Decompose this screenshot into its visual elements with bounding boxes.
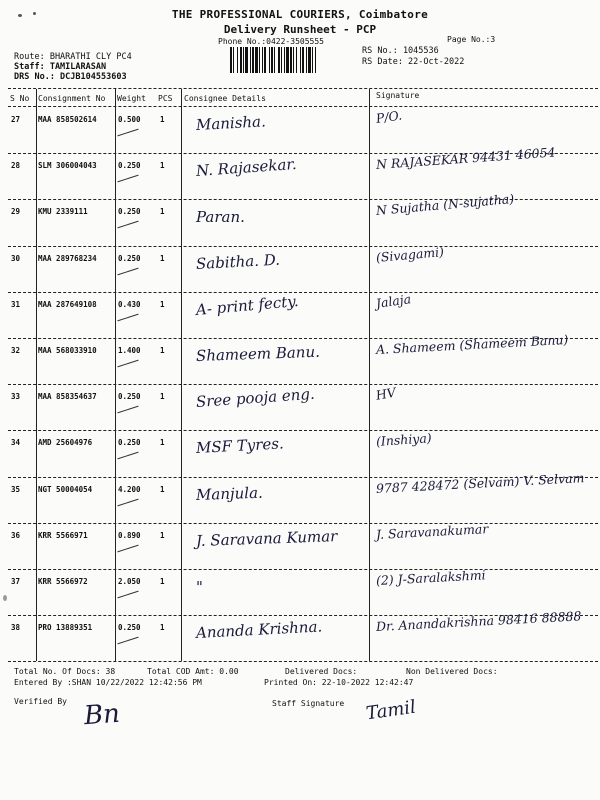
table-top-rule <box>8 88 598 89</box>
row-pcs: 1 <box>160 530 165 540</box>
barcode-bar <box>271 47 273 73</box>
row-weight: 4.200 <box>118 484 141 494</box>
barcode-bar <box>308 47 311 73</box>
column-divider <box>369 89 370 661</box>
staff-signature-label: Staff Signature <box>272 699 345 708</box>
barcode-bar <box>233 47 234 73</box>
row-pcs: 1 <box>160 115 165 124</box>
barcode-bar <box>315 47 316 73</box>
entered-by: Entered By :SHAN 10/22/2022 12:42:56 PM <box>14 678 202 687</box>
row-consignment-no: SLM 306004043 <box>38 161 97 171</box>
row-consignment-no: MAA 568033910 <box>38 346 97 355</box>
row-pcs: 1 <box>160 253 165 263</box>
weight-tick-mark <box>117 498 138 506</box>
row-consignment-no: MAA 287649108 <box>38 299 97 309</box>
row-signature: (2) J-Saralakshmi <box>375 567 486 588</box>
weight-tick-mark <box>117 221 138 229</box>
header-pcs: PCS <box>158 94 173 103</box>
barcode-bar <box>286 47 289 73</box>
barcode-bar <box>296 47 297 73</box>
weight-tick-mark <box>117 267 138 275</box>
barcode-bar <box>230 47 232 73</box>
barcode-bar <box>281 47 282 73</box>
weight-tick-mark <box>117 452 138 460</box>
barcode <box>230 47 356 73</box>
barcode-bar <box>264 47 266 73</box>
row-sno: 35 <box>11 484 21 494</box>
row-consignment-no: NGT 50004054 <box>38 484 93 494</box>
row-signature: (Inshiya) <box>375 430 433 450</box>
barcode-bar <box>269 47 270 73</box>
row-weight: 0.250 <box>118 253 141 263</box>
row-signature: HV <box>374 384 397 404</box>
row-consignee: Sabitha. D. <box>195 250 281 273</box>
printed-on: Printed On: 22-10-2022 12:42:47 <box>264 678 414 687</box>
row-consignee: Paran. <box>196 208 245 227</box>
row-pcs: 1 <box>160 484 165 494</box>
row-weight: 1.400 <box>118 346 141 355</box>
row-sno: 30 <box>11 253 21 263</box>
row-weight: 0.250 <box>118 392 141 402</box>
barcode-bar <box>290 47 292 73</box>
row-signature: N RAJASEKAR 94431 46054 <box>375 144 556 173</box>
row-weight: 0.250 <box>118 438 141 448</box>
weight-tick-mark <box>117 129 138 137</box>
weight-tick-mark <box>117 637 138 645</box>
row-consignee: J. Saravana Kumar <box>195 526 338 550</box>
header-consignment: Consignment No <box>38 94 106 103</box>
column-divider <box>181 89 182 661</box>
weight-tick-mark <box>117 591 138 599</box>
row-pcs: 1 <box>160 577 165 586</box>
row-consignment-no: AMD 25604976 <box>38 438 93 448</box>
row-pcs: 1 <box>160 161 165 171</box>
row-weight: 0.500 <box>118 115 141 124</box>
barcode-bar <box>250 47 251 73</box>
row-consignee: " <box>196 578 203 596</box>
weight-tick-mark <box>117 544 138 552</box>
row-consignee: A- print fecty. <box>195 291 300 319</box>
row-pcs: 1 <box>160 346 165 355</box>
barcode-bar <box>284 47 285 73</box>
row-consignee: Ananda Krishna. <box>195 617 323 643</box>
weight-tick-mark <box>117 313 138 321</box>
row-signature: (Sivagami) <box>375 243 445 265</box>
row-sno: 28 <box>11 161 21 171</box>
row-pcs: 1 <box>160 392 165 402</box>
row-sno: 36 <box>11 530 21 540</box>
weight-tick-mark <box>117 360 138 368</box>
row-sno: 29 <box>11 207 21 217</box>
weight-tick-mark <box>117 175 138 183</box>
row-signature: A. Shameem (Shameem Banu) <box>375 331 569 357</box>
total-docs: Total No. Of Docs: 38 <box>14 667 116 676</box>
scan-speck <box>3 595 7 601</box>
row-weight: 0.250 <box>118 623 141 633</box>
barcode-bar <box>255 47 258 73</box>
staff-handwritten-signature: Tamil <box>364 696 418 725</box>
verified-by-label: Verified By <box>14 697 67 706</box>
row-consignee: Sree pooja eng. <box>195 384 316 412</box>
row-weight: 0.890 <box>118 530 141 540</box>
delivered-docs: Delivered Docs: <box>285 667 358 676</box>
staff-label: Staff: TAMILARASAN <box>14 62 107 72</box>
row-pcs: 1 <box>160 438 165 448</box>
phone-number: Phone No.:0422-3505555 <box>218 37 324 46</box>
row-consignment-no: MAA 289768234 <box>38 253 97 263</box>
row-consignment-no: KMU 2339111 <box>38 207 88 217</box>
header-consignee: Consignee Details <box>184 94 266 103</box>
row-weight: 0.250 <box>118 207 141 217</box>
company-name: THE PROFESSIONAL COURIERS, Coimbatore <box>171 8 429 21</box>
total-cod: Total COD Amt: 0.00 <box>147 667 239 676</box>
row-sno: 33 <box>11 392 21 402</box>
barcode-bar <box>245 47 248 73</box>
row-sno: 34 <box>11 438 21 448</box>
row-separator <box>8 661 598 662</box>
row-sno: 32 <box>11 346 21 355</box>
row-weight: 2.050 <box>118 577 141 586</box>
row-sno: 27 <box>11 115 21 124</box>
row-signature: N Sujatha (N-sujatha) <box>375 191 515 219</box>
barcode-bar <box>262 47 263 73</box>
row-sno: 31 <box>11 299 21 309</box>
runsheet-title: Delivery Runsheet - PCP <box>223 23 377 36</box>
row-weight: 0.250 <box>118 161 141 171</box>
column-divider <box>115 89 116 661</box>
row-pcs: 1 <box>160 207 165 217</box>
row-consignment-no: KRR 5566971 <box>38 530 88 540</box>
weight-tick-mark <box>117 406 138 414</box>
row-consignee: MSF Tyres. <box>195 434 285 458</box>
row-signature: Jalaja <box>374 290 412 311</box>
row-consignee: Manjula. <box>195 483 264 504</box>
barcode-bar <box>237 47 238 73</box>
barcode-bar <box>240 47 242 73</box>
barcode-bar <box>259 47 260 73</box>
row-consignment-no: PRO 13889351 <box>38 623 93 633</box>
drs-number: DRS No.: DCJB104553603 <box>14 72 127 82</box>
row-consignment-no: KRR 5566972 <box>38 577 88 586</box>
row-signature: 9787 428472 (Selvam) V. Selvam <box>375 469 585 496</box>
route-label: Route: BHARATHI CLY PC4 <box>14 52 132 62</box>
row-sno: 37 <box>11 577 21 586</box>
column-divider <box>36 89 37 661</box>
barcode-bar <box>312 47 313 73</box>
barcode-bar <box>293 47 294 73</box>
row-consignee: Manisha. <box>195 112 267 134</box>
verifier-signature: Bn <box>82 698 121 732</box>
rs-number: RS No.: 1045536 <box>362 46 439 56</box>
row-signature: J. Saravanakumar <box>375 520 489 542</box>
barcode-bar <box>252 47 254 73</box>
row-consignment-no: MAA 858354637 <box>38 392 97 402</box>
barcode-bar <box>306 47 307 73</box>
barcode-bar <box>278 47 280 73</box>
page-number: Page No.:3 <box>447 35 496 44</box>
row-sno: 38 <box>11 623 21 633</box>
row-consignee: Shameem Banu. <box>195 342 321 365</box>
header-weight: Weight <box>117 94 146 103</box>
row-consignee: N. Rajasekar. <box>195 155 298 181</box>
barcode-bar <box>274 47 275 73</box>
row-pcs: 1 <box>160 623 165 633</box>
header-sno: S No <box>10 94 30 103</box>
barcode-bar <box>243 47 244 73</box>
rs-date: RS Date: 22-Oct-2022 <box>362 57 465 67</box>
barcode-bar <box>300 47 301 73</box>
row-signature: P/O. <box>374 107 403 126</box>
header-signature: Signature <box>376 91 420 100</box>
row-weight: 0.430 <box>118 299 141 309</box>
row-signature: Dr. Anandakrishna 98416 88888 <box>375 608 582 635</box>
row-pcs: 1 <box>160 299 165 309</box>
non-delivered-docs: Non Delivered Docs: <box>406 667 498 676</box>
barcode-bar <box>302 47 304 73</box>
row-consignment-no: MAA 858502614 <box>38 115 97 124</box>
